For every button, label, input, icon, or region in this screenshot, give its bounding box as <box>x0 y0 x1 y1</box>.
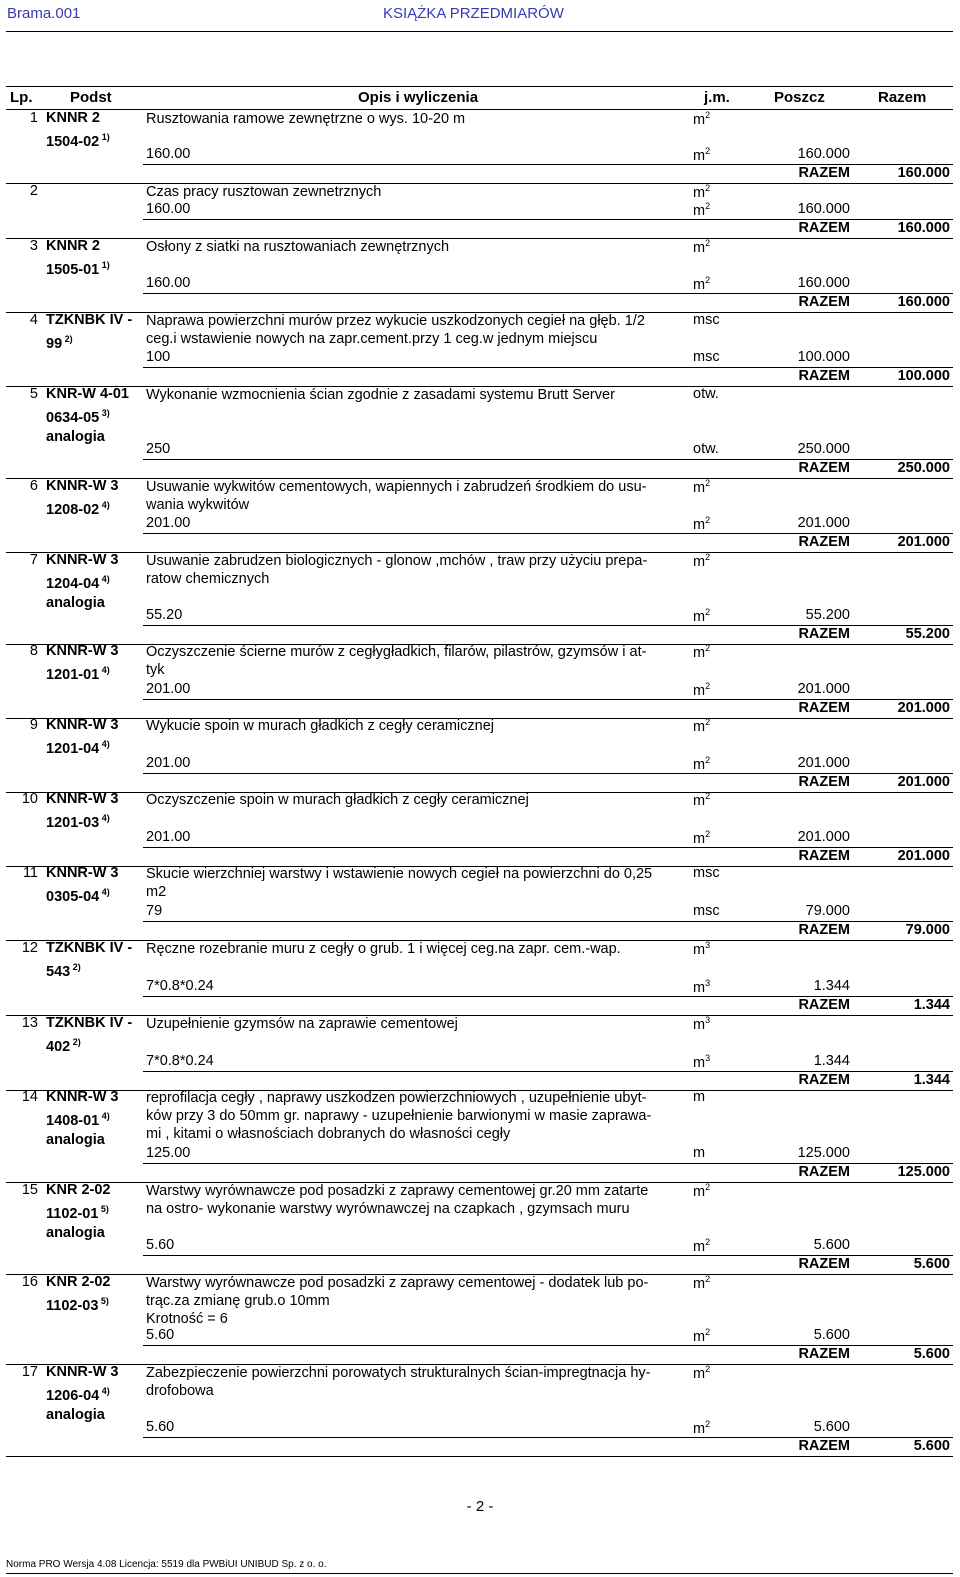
row-number: 3 <box>29 238 38 254</box>
calc-unit: otw. <box>693 441 719 457</box>
item-description: Usuwanie wykwitów cementowych, wapiennych i zabrudzeń środkiem do usu- wania wykwitów <box>146 479 647 513</box>
footer-divider <box>6 1573 953 1574</box>
row-number: 1 <box>29 110 38 126</box>
razem-label: RAZEM <box>798 294 850 310</box>
calculation: 5.60 <box>146 1237 175 1253</box>
razem-label: RAZEM <box>798 997 850 1013</box>
basis-code: KNNR-W 3 1201-04 $^{4)}$ <box>46 717 119 757</box>
row-number: 6 <box>29 478 38 494</box>
calc-unit: $m^2$ <box>693 829 711 847</box>
basis-code: KNNR-W 3 1204-04 $^{4)}$ analogia <box>46 552 119 611</box>
item-description: Skucie wierzchniej warstwy i wstawienie nowych cegieł na powierzchni do 0,25 m2 <box>146 866 653 900</box>
razem-total: 1.344 <box>913 997 950 1013</box>
unit-of-measure: $m^2$ <box>693 717 711 735</box>
basis-code: TZKNBK IV - 402 $^{2)}$ <box>46 1015 133 1055</box>
razem-total: 201.000 <box>897 534 950 550</box>
partial-quantity: 160.000 <box>797 146 850 162</box>
calc-unit: m <box>693 1145 706 1161</box>
basis-code: KNR-W 4-01 0634-05 $^{3)}$ analogia <box>46 386 129 445</box>
basis-code: KNNR-W 3 1408-01 $^{4)}$ analogia <box>46 1089 119 1148</box>
calculation: 250 <box>146 441 171 457</box>
item-description: Warstwy wyrównawcze pod posadzki z zaprawy cementowej gr.20 mm zatarte na ostro- wykonanie warstwy wyrównawczej na czapkach , gzymsach muru <box>146 1183 649 1217</box>
calc-unit: $m^2$ <box>693 1419 711 1437</box>
basis-code: KNNR-W 3 1208-02 $^{4)}$ <box>46 478 119 518</box>
razem-label: RAZEM <box>798 774 850 790</box>
razem-total: 125.000 <box>897 1164 950 1180</box>
item-description: Wykucie spoin w murach gładkich z cegły ceramicznej <box>146 718 494 734</box>
basis-code: KNNR-W 3 0305-04 $^{4)}$ <box>46 865 119 905</box>
calc-unit: msc <box>693 349 720 365</box>
razem-total: 100.000 <box>897 368 950 384</box>
basis-code: KNNR 2 1504-02 $^{1)}$ <box>46 110 110 150</box>
row-number: 17 <box>21 1364 38 1380</box>
razem-total: 160.000 <box>897 294 950 310</box>
partial-quantity: 5.600 <box>813 1327 850 1343</box>
item-description: Czas pracy rusztowan zewnetrznych <box>146 184 382 200</box>
unit-of-measure: $m^2$ <box>693 110 711 128</box>
basis-code: TZKNBK IV - 99 $^{2)}$ <box>46 312 133 352</box>
unit-of-measure: $m^2$ <box>693 791 711 809</box>
partial-quantity: 201.000 <box>797 515 850 531</box>
razem-total: 201.000 <box>897 700 950 716</box>
row-divider <box>6 1456 953 1457</box>
razem-total: 5.600 <box>913 1256 950 1272</box>
row-number: 7 <box>29 552 38 568</box>
razem-total: 55.200 <box>905 626 950 642</box>
unit-of-measure: $m^2$ <box>693 478 711 496</box>
calculation: 160.00 <box>146 146 191 162</box>
calc-unit: $m^3$ <box>693 1053 711 1071</box>
partial-quantity: 201.000 <box>797 829 850 845</box>
razem-label: RAZEM <box>798 700 850 716</box>
header-divider <box>6 31 953 32</box>
calculation: 201.00 <box>146 515 191 531</box>
calc-unit: $m^2$ <box>693 681 711 699</box>
partial-quantity: 5.600 <box>813 1237 850 1253</box>
calculation: 160.00 <box>146 201 191 217</box>
calc-unit: $m^2$ <box>693 201 711 219</box>
razem-total: 201.000 <box>897 848 950 864</box>
calculation: 160.00 <box>146 275 191 291</box>
row-number: 2 <box>29 183 38 199</box>
razem-total: 5.600 <box>913 1346 950 1362</box>
razem-label: RAZEM <box>798 1438 850 1454</box>
calculation: 5.60 <box>146 1327 175 1343</box>
partial-quantity: 250.000 <box>797 441 850 457</box>
calc-unit: $m^2$ <box>693 607 711 625</box>
col-lp: Lp. <box>10 89 33 106</box>
app-title: Brama.001 <box>7 5 81 22</box>
razem-label: RAZEM <box>798 368 850 384</box>
calc-unit: $m^2$ <box>693 755 711 773</box>
row-number: 12 <box>21 940 38 956</box>
razem-label: RAZEM <box>798 626 850 642</box>
partial-quantity: 125.000 <box>797 1145 850 1161</box>
razem-label: RAZEM <box>798 1072 850 1088</box>
razem-total: 79.000 <box>905 922 950 938</box>
basis-code: KNNR-W 3 1201-01 $^{4)}$ <box>46 643 119 683</box>
partial-quantity: 160.000 <box>797 201 850 217</box>
calculation: 79 <box>146 903 163 919</box>
unit-of-measure: $m^2$ <box>693 643 711 661</box>
partial-quantity: 201.000 <box>797 755 850 771</box>
calculation: 5.60 <box>146 1419 175 1435</box>
page-number: - 2 - <box>466 1498 494 1515</box>
calculation: 7*0.8*0.24 <box>146 1053 214 1069</box>
calc-unit: $m^2$ <box>693 146 711 164</box>
unit-of-measure: $m^2$ <box>693 1364 711 1382</box>
razem-total: 201.000 <box>897 774 950 790</box>
partial-quantity: 5.600 <box>813 1419 850 1435</box>
razem-label: RAZEM <box>798 848 850 864</box>
col-opis: Opis i wyliczenia <box>358 89 479 106</box>
razem-label: RAZEM <box>798 1346 850 1362</box>
razem-total: 160.000 <box>897 220 950 236</box>
row-number: 11 <box>22 865 38 881</box>
unit-of-measure: $m^2$ <box>693 238 711 256</box>
razem-label: RAZEM <box>798 922 850 938</box>
calculation: 201.00 <box>146 829 191 845</box>
razem-total: 160.000 <box>897 165 950 181</box>
razem-label: RAZEM <box>798 1164 850 1180</box>
item-description: Warstwy wyrównawcze pod posadzki z zaprawy cementowej - dodatek lub po- trąc.za zmianę grub.o 10mm Krotność = 6 <box>146 1275 649 1327</box>
razem-label: RAZEM <box>798 1256 850 1272</box>
row-number: 9 <box>29 717 38 733</box>
razem-label: RAZEM <box>798 534 850 550</box>
basis-code: KNNR-W 3 1206-04 $^{4)}$ analogia <box>46 1364 119 1423</box>
partial-quantity: 201.000 <box>797 681 850 697</box>
partial-quantity: 1.344 <box>813 978 850 994</box>
row-number: 16 <box>21 1274 38 1290</box>
unit-of-measure: $m^2$ <box>693 552 711 570</box>
unit-of-measure: m <box>693 1089 706 1105</box>
table-header <box>6 86 953 110</box>
unit-of-measure: otw. <box>693 386 719 402</box>
unit-of-measure: $m^2$ <box>693 1274 711 1292</box>
col-jm: j.m. <box>704 89 730 106</box>
calc-unit: $m^2$ <box>693 1237 711 1255</box>
partial-quantity: 160.000 <box>797 275 850 291</box>
razem-label: RAZEM <box>798 460 850 476</box>
calc-unit: $m^2$ <box>693 1327 711 1345</box>
document-title: KSIĄŻKA PRZEDMIARÓW <box>383 5 564 22</box>
row-number: 14 <box>21 1089 38 1105</box>
item-description: Oczyszczenie spoin w murach gładkich z cegły ceramicznej <box>146 792 529 808</box>
calculation: 201.00 <box>146 755 191 771</box>
item-description: reprofilacja cegły , naprawy uszkodzen powierzchniowych , uzupełnienie ubyt- ków przy 3 do 50mm gr. naprawy - uzupełnienie barwionymi w masie zaprawa- mi , kitami o własnościach dobranych do własności cegły <box>146 1090 652 1142</box>
unit-of-measure: msc <box>693 865 720 881</box>
razem-total: 1.344 <box>913 1072 950 1088</box>
partial-quantity: 100.000 <box>797 349 850 365</box>
row-number: 5 <box>29 386 38 402</box>
col-poszcz: Poszcz <box>774 89 825 106</box>
basis-code: KNNR 2 1505-01 $^{1)}$ <box>46 238 110 278</box>
row-number: 8 <box>29 643 38 659</box>
razem-label: RAZEM <box>798 220 850 236</box>
item-description: Rusztowania ramowe zewnętrzne o wys. 10-20 m <box>146 111 466 127</box>
item-description: Osłony z siatki na rusztowaniach zewnętrznych <box>146 239 450 255</box>
unit-of-measure: $m^3$ <box>693 940 711 958</box>
item-description: Usuwanie zabrudzen biologicznych - glonow ,mchów , traw przy użyciu prepa- ratow chemicznych <box>146 553 648 587</box>
item-description: Zabezpieczenie powierzchni porowatych strukturalnych ścian-impregtnacja hy- drofobowa <box>146 1365 651 1399</box>
unit-of-measure: $m^2$ <box>693 1182 711 1200</box>
basis-code: KNNR-W 3 1201-03 $^{4)}$ <box>46 791 119 831</box>
item-description: Naprawa powierzchni murów przez wykucie uszkodzonych cegieł na głęb. 1/2 ceg.i wstawienie nowych na zapr.cement.przy 1 ceg.w jednym miejscu <box>146 313 645 347</box>
calculation: 125.00 <box>146 1145 191 1161</box>
item-description: Ręczne rozebranie muru z cegły o grub. 1 i więcej ceg.na zapr. cem.-wap. <box>146 941 621 957</box>
unit-of-measure: msc <box>693 312 720 328</box>
calculation: 100 <box>146 349 171 365</box>
calc-unit: $m^3$ <box>693 978 711 996</box>
calculation: 7*0.8*0.24 <box>146 978 214 994</box>
row-number: 13 <box>21 1015 38 1031</box>
razem-total: 5.600 <box>913 1438 950 1454</box>
calculation: 55.20 <box>146 607 183 623</box>
partial-quantity: 79.000 <box>805 903 850 919</box>
partial-quantity: 1.344 <box>813 1053 850 1069</box>
item-description: Oczyszczenie ścierne murów z cegłygładkich, filarów, pilastrów, gzymsów i at- tyk <box>146 644 647 678</box>
row-number: 4 <box>29 312 38 328</box>
row-number: 15 <box>21 1182 38 1198</box>
calculation: 201.00 <box>146 681 191 697</box>
basis-code: KNR 2-02 1102-01 $^{5)}$ analogia <box>46 1182 111 1241</box>
item-description: Uzupełnienie gzymsów na zaprawie cementowej <box>146 1016 458 1032</box>
item-description: Wykonanie wzmocnienia ścian zgodnie z zasadami systemu Brutt Server <box>146 387 615 403</box>
calc-unit: msc <box>693 903 720 919</box>
razem-label: RAZEM <box>798 165 850 181</box>
basis-code: TZKNBK IV - 543 $^{2)}$ <box>46 940 133 980</box>
basis-code: KNR 2-02 1102-03 $^{5)}$ <box>46 1274 111 1314</box>
calc-unit: $m^2$ <box>693 515 711 533</box>
col-podst: Podst <box>70 89 112 106</box>
col-razem: Razem <box>878 89 927 106</box>
footer-text: Norma PRO Wersja 4.08 Licencja: 5519 dla PWBiUI UNIBUD Sp. z o. o. <box>6 1559 327 1570</box>
row-number: 10 <box>21 791 38 807</box>
partial-quantity: 55.200 <box>805 607 850 623</box>
razem-total: 250.000 <box>897 460 950 476</box>
unit-of-measure: $m^3$ <box>693 1015 711 1033</box>
unit-of-measure: $m^2$ <box>693 183 711 201</box>
calc-unit: $m^2$ <box>693 275 711 293</box>
